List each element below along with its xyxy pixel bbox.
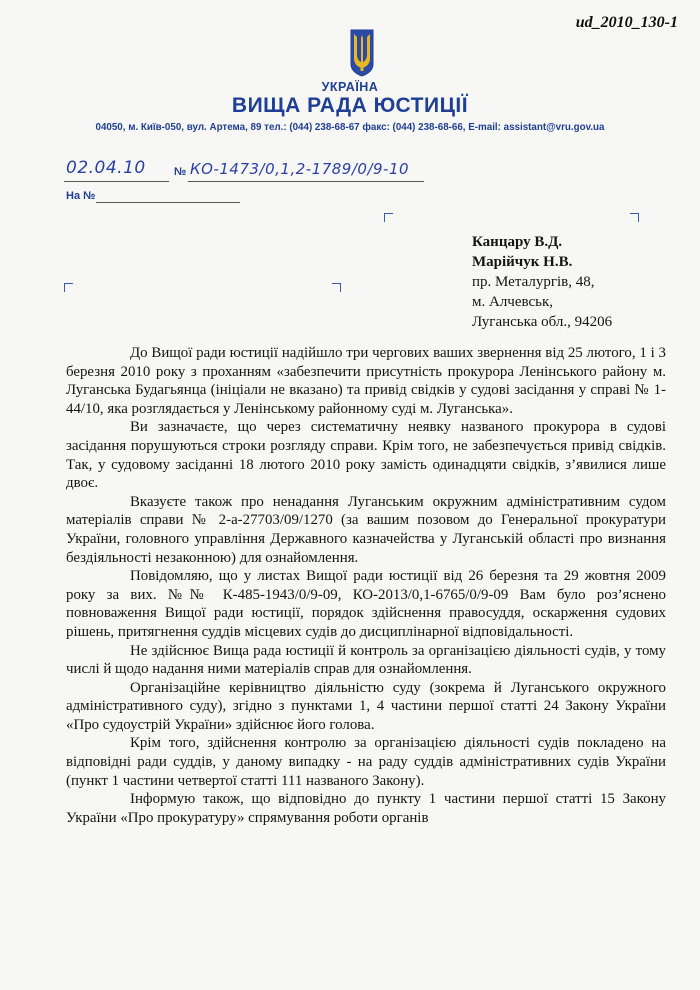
country-name: УКРАЇНА bbox=[321, 80, 379, 94]
addressee-name: Марійчук Н.В. bbox=[472, 254, 573, 270]
number-underline bbox=[188, 181, 424, 182]
address-line: м. Алчевськ, bbox=[472, 294, 554, 310]
address-corner-mark bbox=[64, 283, 73, 292]
handwritten-number: КО-1473/0,1,2-1789/0/9-10 bbox=[190, 160, 410, 178]
reply-underline bbox=[96, 202, 240, 203]
letter-body bbox=[66, 344, 666, 827]
body-paragraph: Інформую також, що відповідно до пункту 1 частини першої статті 15 Закону України «Про прокуратуру» спрямування роботи органів bbox=[66, 791, 666, 826]
body-paragraph: Крім того, здійснення контролю за організацією діяльності судів покладено на відповідні ради суддів, у даному випадку - на раду суддів адміністративних судів України (пункт 1 частини четвертої статті 111 названого Закону). bbox=[66, 735, 666, 789]
body-paragraph: Ви зазначаєте, що через систематичну неявку названого прокурора в судові засідання порушуються строки розгляду справи. Крім того, не забезпечується привід свідків. Так, у судовому засіданні 18 лютого 2010 року замість одинадцяти свідків, з’явилися лише двоє. bbox=[66, 419, 666, 492]
addressee-name: Канцару В.Д. bbox=[472, 234, 563, 250]
body-paragraph: Організаційне керівництво діяльністю суду (зокрема й Луганського окружного адміністративного суду), згідно з пунктами 1, 4 частини першої статті 24 Закону України «Про судоустрій України» здійснює його голова. bbox=[66, 679, 666, 733]
body-paragraph: До Вищої ради юстиції надійшло три чергових ваших звернення від 25 лютого, 1 і 3 березня 2010 року з проханням «забезпечити присутність прокурора Ленінського району м. Луганська Будагьянца (ініціали не вказано) та привід свідків у судові засідання у справі № 1-44/10, яка розглядається у Ленінському районному суді м. Луганська». bbox=[66, 345, 666, 417]
organization-name: ВИЩА РАДА ЮСТИЦІЇ bbox=[231, 94, 469, 117]
address-line: Луганська обл., 94206 bbox=[472, 314, 613, 330]
document-id: ud_2010_130-1 bbox=[575, 14, 678, 31]
address-corner-mark bbox=[630, 213, 639, 222]
body-paragraph: Повідомляю, що у листах Вищої ради юстиції від 26 березня та 29 жовтня 2009 року за вих. №№ К-485-1943/0/9-09, КО-2013/0,1-6765/0/9-09 Вам було роз’яснено повноваження Вищої ради юстиції, порядок здійснення правосуддя, оскарження судових рішень, притягнення суддів місцевих судів до дисциплінарної відповідальності. bbox=[66, 568, 666, 640]
date-underline bbox=[64, 181, 169, 182]
organization-contacts: 04050, м. Київ-050, вул. Артема, 89 тел.: (044) 238-68-67 факс: (044) 238-68-66, E-mail: assistant@vru.gov.ua bbox=[95, 122, 605, 133]
reply-number-label: На № bbox=[66, 190, 96, 202]
addressee-block bbox=[472, 232, 612, 332]
body-paragraph: Не здійснює Вища рада юстиції й контроль за організацією діяльності судів, у тому числі й щодо надання ними матеріалів справ для ознайомлення. bbox=[66, 642, 666, 678]
address-corner-mark bbox=[384, 213, 393, 222]
handwritten-date: 02.04.10 bbox=[66, 158, 146, 178]
body-paragraph: Вказуєте також про ненадання Луганським окружним адміністративним судом матеріалів справи № 2-а-27703/09/1270 (за вашим позовом до Генеральної прокуратури України, головного управління Державного казначейства у Луганській області про визнання бездіяльності незаконною) для ознайомлення. bbox=[66, 493, 666, 566]
address-line: пр. Металургів, 48, bbox=[472, 274, 595, 290]
number-label: № bbox=[174, 166, 187, 178]
tryzub-emblem-icon bbox=[349, 28, 375, 78]
address-corner-mark bbox=[332, 283, 341, 292]
